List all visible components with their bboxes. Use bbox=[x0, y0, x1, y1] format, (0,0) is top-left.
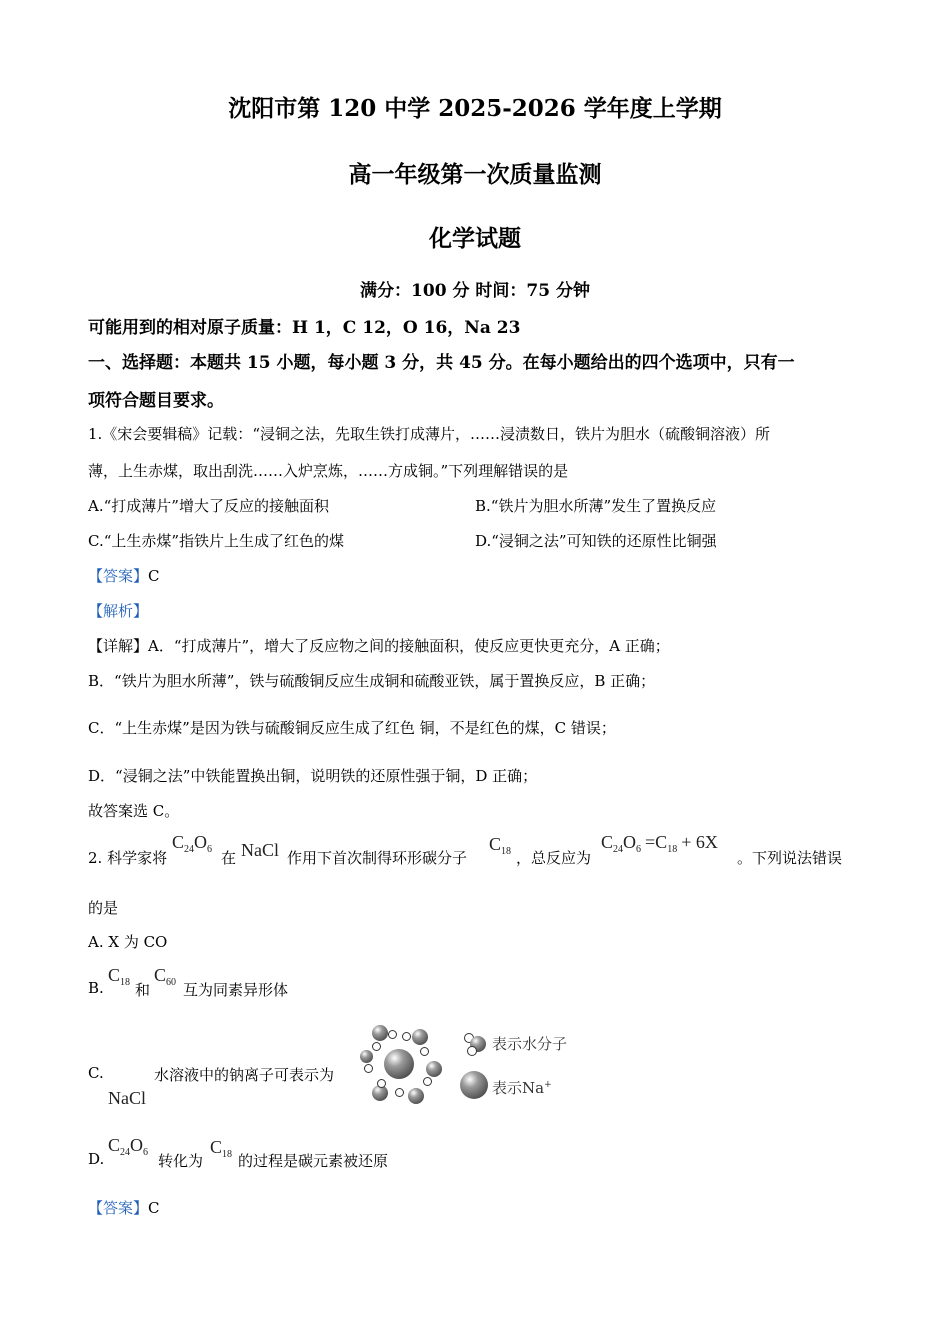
water-hydrogen bbox=[372, 1042, 381, 1051]
water-oxygen bbox=[412, 1029, 428, 1045]
section-heading-line1: 一、选择题：本题共 15 小题，每小题 3 分，共 45 分。在每小题给出的四个选项中，只有一 bbox=[88, 353, 795, 373]
q2-stem-p2: 在 bbox=[221, 849, 237, 867]
q2-option-b-text: 互为同素异形体 bbox=[183, 981, 289, 999]
answer-value: C bbox=[148, 1199, 160, 1217]
water-oxygen bbox=[372, 1025, 388, 1041]
water-oxygen bbox=[360, 1050, 373, 1063]
q1-detail-c: C．“上生赤煤”是因为铁与硫酸铜反应生成了红色 铜，不是红色的煤，C 错误； bbox=[88, 719, 616, 737]
q1-option-b: B.“铁片为胆水所薄”发生了置换反应 bbox=[475, 497, 717, 515]
q1-stem-line2: 薄，上生赤煤，取出刮洗……入炉烹炼，……方成铜。”下列理解错误的是 bbox=[88, 462, 569, 480]
q1-conclusion: 故答案选 C。 bbox=[88, 802, 180, 820]
q2-option-b-and: 和 bbox=[135, 981, 151, 999]
q1-stem-line1: 1.《宋会要辑稿》记载：“浸铜之法，先取生铁打成薄片，……浸渍数日，铁片为胆水（硫酸铜溶液）所 bbox=[88, 425, 770, 443]
detail-text: A．“打成薄片”，增大了反应物之间的接触面积，使反应更快更充分，A 正确； bbox=[148, 637, 670, 655]
q2-option-b-label: B. bbox=[88, 979, 104, 997]
formula-nacl: NaCl bbox=[241, 840, 279, 860]
q1-option-c: C.“上生赤煤”指铁片上生成了红色的煤 bbox=[88, 532, 345, 550]
formula-c18: $C_{18}$ bbox=[489, 834, 512, 857]
q1-answer bbox=[88, 565, 160, 586]
legend-water-label: 表示水分子 bbox=[492, 1035, 568, 1053]
q2-option-c-text: 水溶液中的钠离子可表示为 bbox=[154, 1066, 335, 1084]
formula-nacl-c: NaCl bbox=[108, 1088, 146, 1108]
q2-option-d-mid: 转化为 bbox=[158, 1152, 204, 1170]
formula-c24o6-d: $C_{24}O_6$ bbox=[108, 1135, 149, 1158]
detail-label: 【详解】 bbox=[88, 637, 149, 655]
answer-value: C bbox=[148, 567, 160, 585]
q2-answer bbox=[88, 1197, 160, 1218]
formula-c24o6: $C_{24}O_6$ bbox=[172, 832, 213, 855]
q2-stem-p4: ，总反应为 bbox=[516, 849, 592, 867]
legend-na-label: 表示Na+ bbox=[492, 1079, 552, 1097]
q2-stem-line2: 的是 bbox=[88, 899, 119, 917]
q1-detail-a bbox=[88, 635, 670, 656]
q1-detail-b: B．“铁片为胆水所薄”，铁与硫酸铜反应生成铜和硫酸亚铁，属于置换反应，B 正确； bbox=[88, 672, 656, 690]
atomic-masses: 可能用到的相对原子质量：H 1，C 12，O 16，Na 23 bbox=[88, 318, 521, 338]
water-hydrogen bbox=[420, 1047, 429, 1056]
page-title-exam: 高一年级第一次质量监测 bbox=[348, 161, 602, 188]
water-hydrogen bbox=[388, 1030, 397, 1039]
q2-stem-p1: 2. 科学家将 bbox=[88, 849, 168, 867]
water-hydrogen bbox=[395, 1088, 404, 1097]
q2-option-d-text: 的过程是碳元素被还原 bbox=[238, 1152, 389, 1170]
section-heading-line2: 项符合题目要求。 bbox=[88, 391, 224, 411]
water-hydrogen bbox=[423, 1077, 432, 1086]
formula-equation: $C_{24}O_6 =C_{18} + 6X$ bbox=[601, 832, 718, 855]
formula-c18-d: $C_{18}$ bbox=[210, 1137, 233, 1160]
water-hydrogen bbox=[377, 1079, 386, 1088]
page-title-school: 沈阳市第 120 中学 2025-2026 学年度上学期 bbox=[228, 95, 722, 122]
water-molecule-legend-icon bbox=[462, 1031, 490, 1055]
q1-option-a: A.“打成薄片”增大了反应的接触面积 bbox=[88, 497, 329, 515]
sodium-ion-center bbox=[384, 1049, 414, 1079]
q1-analysis-label: 【解析】 bbox=[88, 602, 149, 620]
water-hydrogen bbox=[364, 1064, 373, 1073]
q2-stem-p3: 作用下首次制得环形碳分子 bbox=[287, 849, 468, 867]
answer-label: 【答案】 bbox=[88, 567, 149, 585]
q2-option-c-label: C. bbox=[88, 1064, 104, 1082]
formula-c18-b: $C_{18}$ bbox=[108, 965, 131, 988]
q2-stem-p5: 。下列说法错误 bbox=[737, 849, 843, 867]
sodium-ion-legend-icon bbox=[460, 1071, 488, 1099]
hydrated-sodium-ion-diagram bbox=[356, 1022, 448, 1112]
formula-c60: $C_{60}$ bbox=[154, 965, 177, 988]
answer-label: 【答案】 bbox=[88, 1199, 149, 1217]
q2-option-a: A. X 为 CO bbox=[88, 933, 168, 951]
q2-option-d-label: D. bbox=[88, 1150, 105, 1168]
exam-meta: 满分：100 分 时间：75 分钟 bbox=[360, 281, 590, 301]
water-hydrogen bbox=[402, 1032, 411, 1041]
water-oxygen bbox=[426, 1061, 442, 1077]
q1-option-d: D.“浸铜之法”可知铁的还原性比铜强 bbox=[475, 532, 717, 550]
q1-detail-d: D．“浸铜之法”中铁能置换出铜，说明铁的还原性强于铜，D 正确； bbox=[88, 767, 538, 785]
page-title-subject: 化学试题 bbox=[429, 225, 521, 252]
water-oxygen bbox=[408, 1088, 424, 1104]
